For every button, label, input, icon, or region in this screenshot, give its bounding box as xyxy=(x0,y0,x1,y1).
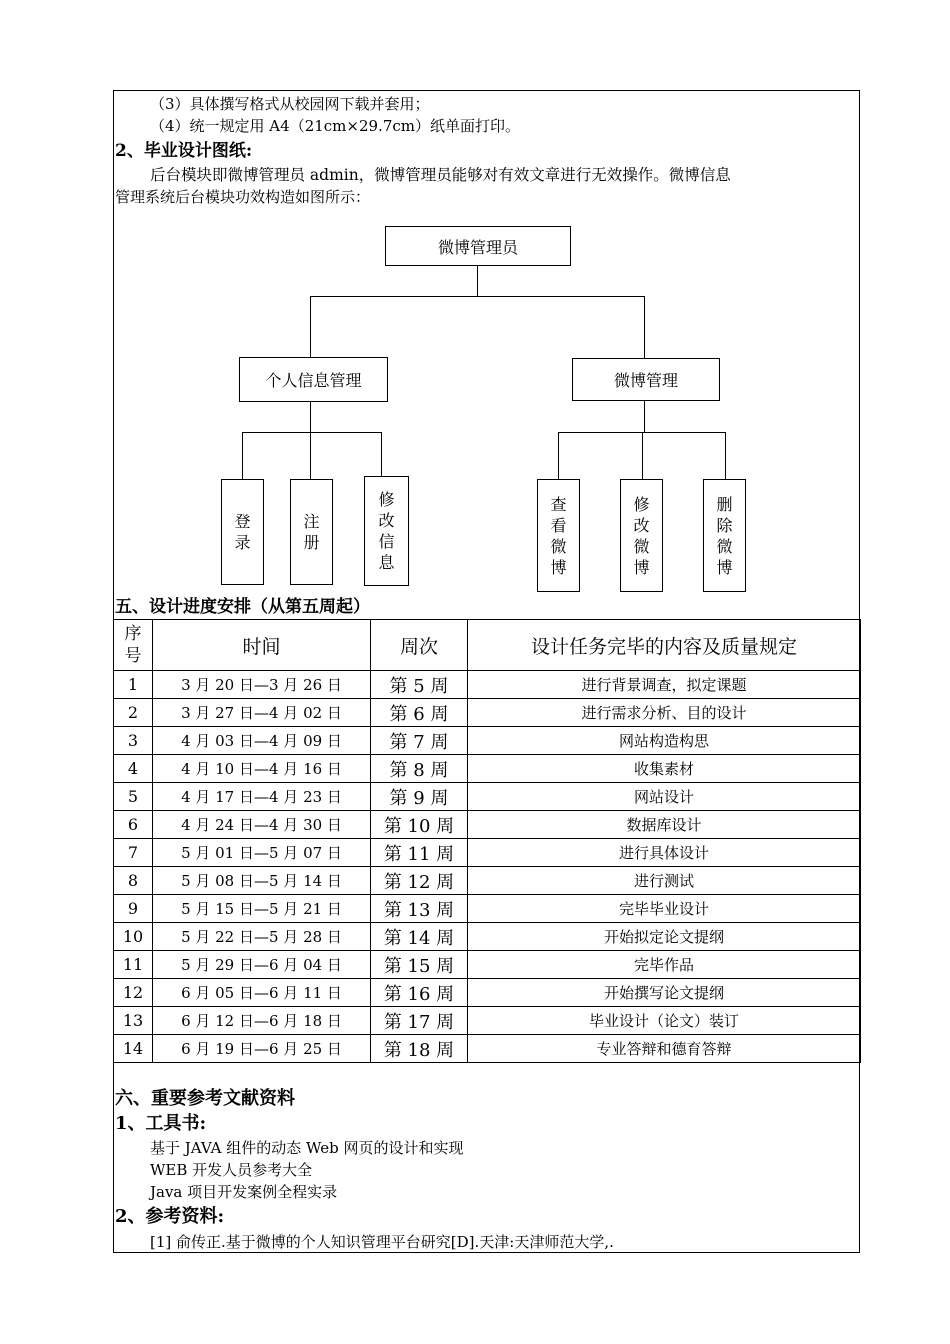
node-edit-weibo: 修改微博 xyxy=(620,479,663,592)
row-number: 14 xyxy=(114,1035,153,1063)
row-week: 第 15 周 xyxy=(371,951,468,979)
node-root: 微博管理员 xyxy=(385,226,571,266)
header-content: 设计任务完毕的内容及质量规定 xyxy=(468,620,861,671)
tool-book-item: 基于 JAVA 组件的动态 Web 网页的设计和实现 xyxy=(150,1139,464,1157)
connector xyxy=(310,296,311,357)
table-row xyxy=(114,671,861,699)
row-time: 3 月 27 日—4 月 02 日 xyxy=(153,699,371,727)
row-number: 3 xyxy=(114,727,153,755)
table-row xyxy=(114,699,861,727)
row-time: 4 月 10 日—4 月 16 日 xyxy=(153,755,371,783)
row-task: 专业答辩和德育答辩 xyxy=(468,1035,861,1063)
row-number: 10 xyxy=(114,923,153,951)
row-time: 6 月 05 日—6 月 11 日 xyxy=(153,979,371,1007)
connector xyxy=(242,432,243,480)
row-task: 进行具体设计 xyxy=(468,839,861,867)
row-time: 4 月 24 日—4 月 30 日 xyxy=(153,811,371,839)
table-row xyxy=(114,811,861,839)
node-login: 登录 xyxy=(221,479,264,585)
connector xyxy=(725,432,726,479)
drawings-desc-line1: 后台模块即微博管理员 admin，微博管理员能够对有效文章进行无效操作。微博信息 xyxy=(150,166,731,184)
schedule-heading: 五、设计进度安排（从第五周起） xyxy=(115,597,370,617)
row-week: 第 18 周 xyxy=(371,1035,468,1063)
row-task: 网站设计 xyxy=(468,783,861,811)
row-task: 收集素材 xyxy=(468,755,861,783)
table-row xyxy=(114,923,861,951)
row-week: 第 13 周 xyxy=(371,895,468,923)
row-task: 数据库设计 xyxy=(468,811,861,839)
node-edit-info: 修改信息 xyxy=(364,476,409,586)
tool-book-item: Java 项目开发案例全程实录 xyxy=(150,1183,338,1201)
row-number: 1 xyxy=(114,671,153,699)
row-week: 第 5 周 xyxy=(371,671,468,699)
connector xyxy=(242,432,382,433)
row-time: 4 月 03 日—4 月 09 日 xyxy=(153,727,371,755)
row-number: 8 xyxy=(114,867,153,895)
header-week: 周次 xyxy=(371,620,468,671)
connector xyxy=(644,296,645,358)
node-personal-info: 个人信息管理 xyxy=(239,357,388,402)
row-task: 毕业设计（论文）装订 xyxy=(468,1007,861,1035)
row-task: 进行背景调查，拟定课题 xyxy=(468,671,861,699)
row-week: 第 17 周 xyxy=(371,1007,468,1035)
row-task: 进行需求分析、目的设计 xyxy=(468,699,861,727)
row-week: 第 9 周 xyxy=(371,783,468,811)
row-time: 5 月 29 日—6 月 04 日 xyxy=(153,951,371,979)
row-week: 第 14 周 xyxy=(371,923,468,951)
reference-item: [1] 俞传正.基于微博的个人知识管理平台研究[D].天津:天津师范大学,. xyxy=(150,1233,614,1251)
row-week: 第 11 周 xyxy=(371,839,468,867)
table-row xyxy=(114,1007,861,1035)
row-time: 5 月 01 日—5 月 07 日 xyxy=(153,839,371,867)
connector xyxy=(310,296,645,297)
drawings-heading: 2、毕业设计图纸: xyxy=(115,141,253,161)
header-time: 时间 xyxy=(153,620,371,671)
row-time: 4 月 17 日—4 月 23 日 xyxy=(153,783,371,811)
table-header-row xyxy=(114,620,861,671)
row-week: 第 6 周 xyxy=(371,699,468,727)
row-week: 第 7 周 xyxy=(371,727,468,755)
row-task: 开始拟定论文提纲 xyxy=(468,923,861,951)
tool-book-item: WEB 开发人员参考大全 xyxy=(150,1161,313,1179)
table-row xyxy=(114,867,861,895)
requirement-item-3: （3）具体撰写格式从校园网下载并套用； xyxy=(150,95,430,113)
connector xyxy=(644,401,645,432)
requirement-item-4: （4）统一规定用 A4（21cm×29.7cm）纸单面打印。 xyxy=(150,117,520,135)
row-time: 5 月 15 日—5 月 21 日 xyxy=(153,895,371,923)
table-row xyxy=(114,979,861,1007)
row-task: 网站构造构思 xyxy=(468,727,861,755)
table-row xyxy=(114,727,861,755)
row-task: 开始撰写论文提纲 xyxy=(468,979,861,1007)
row-week: 第 8 周 xyxy=(371,755,468,783)
row-number: 7 xyxy=(114,839,153,867)
node-register: 注册 xyxy=(290,479,333,585)
row-week: 第 16 周 xyxy=(371,979,468,1007)
header-seq: 序号 xyxy=(114,620,153,671)
row-time: 6 月 12 日—6 月 18 日 xyxy=(153,1007,371,1035)
row-time: 6 月 19 日—6 月 25 日 xyxy=(153,1035,371,1063)
row-time: 3 月 20 日—3 月 26 日 xyxy=(153,671,371,699)
schedule-table xyxy=(113,619,861,1063)
table-row xyxy=(114,895,861,923)
connector xyxy=(477,266,478,297)
row-week: 第 12 周 xyxy=(371,867,468,895)
table-row xyxy=(114,839,861,867)
row-task: 完毕作品 xyxy=(468,951,861,979)
connector xyxy=(381,432,382,477)
row-time: 5 月 08 日—5 月 14 日 xyxy=(153,867,371,895)
node-weibo-manage: 微博管理 xyxy=(572,358,720,401)
row-week: 第 10 周 xyxy=(371,811,468,839)
row-number: 6 xyxy=(114,811,153,839)
materials-heading: 2、参考资料: xyxy=(115,1206,225,1227)
table-row xyxy=(114,755,861,783)
row-number: 11 xyxy=(114,951,153,979)
connector xyxy=(558,432,559,479)
row-time: 5 月 22 日—5 月 28 日 xyxy=(153,923,371,951)
row-task: 进行测试 xyxy=(468,867,861,895)
row-number: 4 xyxy=(114,755,153,783)
references-heading: 六、重要参考文献资料 xyxy=(115,1088,295,1109)
row-number: 2 xyxy=(114,699,153,727)
table-row xyxy=(114,1035,861,1063)
table-row xyxy=(114,951,861,979)
connector xyxy=(642,432,643,479)
node-view-weibo: 查看微博 xyxy=(537,479,580,592)
connector xyxy=(310,432,311,480)
row-number: 5 xyxy=(114,783,153,811)
row-number: 9 xyxy=(114,895,153,923)
drawings-desc-line2: 管理系统后台模块功效构造如图所示： xyxy=(115,188,371,206)
row-number: 12 xyxy=(114,979,153,1007)
row-number: 13 xyxy=(114,1007,153,1035)
tools-heading: 1、工具书: xyxy=(115,1113,207,1134)
table-row xyxy=(114,783,861,811)
node-delete-weibo: 删除微博 xyxy=(703,479,746,592)
connector xyxy=(310,402,311,432)
row-task: 完毕毕业设计 xyxy=(468,895,861,923)
